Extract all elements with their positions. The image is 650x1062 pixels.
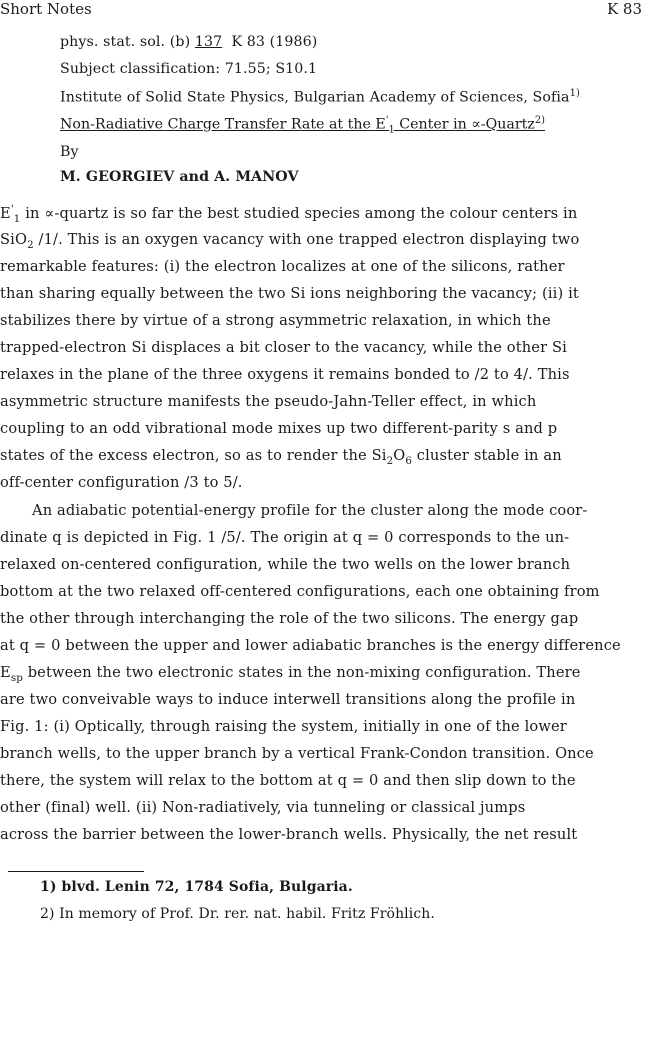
si-subscript: 2: [386, 455, 394, 467]
para1-line-10-text-b: cluster stable in an: [412, 447, 562, 464]
citation-line: [60, 34, 317, 50]
e-prime: ': [10, 204, 14, 215]
o-symbol: O: [393, 447, 406, 464]
paper-title: [60, 115, 545, 136]
esp-subscript: sp: [10, 672, 23, 684]
esp-symbol: E: [0, 664, 11, 681]
para1-line-10-text-a: states of the excess electron, so as to render the Si: [0, 447, 387, 464]
para1-line-8: asymmetric structure manifests the pseudo-Jahn-Teller effect, in which: [0, 393, 537, 410]
para2-line-12: other (final) well. (ii) Non-radiatively, via tunneling or classical jumps: [0, 799, 526, 816]
page-number: K 83: [606, 0, 642, 18]
e-subscript: 1: [13, 213, 21, 225]
journal-name: phys. stat. sol. (b): [60, 34, 191, 50]
authors: M. GEORGIEV and A. MANOV: [60, 169, 299, 185]
para1-line-1: [0, 204, 577, 225]
sio2-subscript: 2: [27, 239, 34, 251]
by-label: By: [60, 144, 79, 160]
sio2-symbol: SiO: [0, 231, 28, 248]
para2-line-7-text: between the two electronic states in the non-mixing configuration. There: [22, 664, 581, 681]
title-part-1: Non-Radiative Charge Transfer Rate at the E: [60, 116, 386, 133]
footnote-marker-2: 2): [534, 115, 546, 126]
footnote-1: 1) blvd. Lenin 72, 1784 Sofia, Bulgaria.: [40, 879, 353, 895]
para2-line-9: Fig. 1: (i) Optically, through raising the system, initially in one of the lower: [0, 718, 567, 735]
para1-line-2-text: /1/. This is an oxygen vacancy with one trapped electron displaying two: [33, 231, 580, 248]
para2-line-5: the other through interchanging the role of the two silicons. The energy gap: [0, 610, 579, 627]
para2-line-11: there, the system will relax to the bottom at q = 0 and then slip down to the: [0, 772, 576, 789]
para1-line-4: than sharing equally between the two Si ions neighboring the vacancy; (ii) it: [0, 285, 579, 302]
para2-line-7: [0, 664, 581, 684]
footnote-rule: [8, 871, 144, 872]
para2-line-4: bottom at the two relaxed off-centered configurations, each one obtaining from: [0, 583, 600, 600]
institute-name: Institute of Solid State Physics, Bulgarian Academy of Sciences, Sofia: [60, 89, 570, 106]
para2-line-2: dinate q is depicted in Fig. 1 /5/. The origin at q = 0 corresponds to the un-: [0, 529, 570, 546]
para1-line-5: stabilizes there by virtue of a strong asymmetric relaxation, in which the: [0, 312, 551, 329]
para2-line-1: An adiabatic potential-energy profile for the cluster along the mode coor-: [32, 502, 588, 519]
volume-number: 137: [194, 34, 223, 50]
para2-line-13: across the barrier between the lower-branch wells. Physically, the net result: [0, 826, 578, 843]
title-subscript: 1: [388, 124, 395, 136]
para2-line-10: branch wells, to the upper branch by a vertical Frank-Condon transition. Once: [0, 745, 594, 762]
o-subscript: 6: [405, 455, 412, 467]
para1-line-9: coupling to an odd vibrational mode mixes up two different-parity s and p: [0, 420, 558, 437]
subject-classification: Subject classification: 71.55; S10.1: [60, 61, 318, 77]
page-year: K 83 (1986): [231, 34, 318, 50]
para2-line-6: at q = 0 between the upper and lower adiabatic branches is the energy difference: [0, 637, 621, 654]
para1-line-3: remarkable features: (i) the electron localizes at one of the silicons, rather: [0, 258, 565, 275]
para1-line-2: [0, 231, 579, 251]
title-prime: ': [385, 115, 389, 126]
e-symbol: E: [0, 204, 11, 222]
para2-line-8: are two conveivable ways to induce interwell transitions along the profile in: [0, 691, 576, 708]
para1-line-11: off-center configuration /3 to 5/.: [0, 474, 243, 491]
footnote-2: 2) In memory of Prof. Dr. rer. nat. habil. Fritz Fröhlich.: [40, 906, 435, 922]
institute-line: [60, 88, 580, 106]
para2-line-3: relaxed on-centered configuration, while the two wells on the lower branch: [0, 556, 571, 573]
para1-line-7: relaxes in the plane of the three oxygens it remains bonded to /2 to 4/. This: [0, 366, 570, 383]
running-header-left: Short Notes: [0, 0, 92, 18]
title-part-2: Center in ∝-Quartz: [394, 116, 535, 133]
para1-line-10: [0, 447, 562, 467]
para1-line-1-text: in ∝-quartz is so far the best studied species among the colour centers in: [20, 204, 578, 222]
footnote-marker-1: 1): [569, 88, 580, 99]
para1-line-6: trapped-electron Si displaces a bit closer to the vacancy, while the other Si: [0, 339, 567, 356]
